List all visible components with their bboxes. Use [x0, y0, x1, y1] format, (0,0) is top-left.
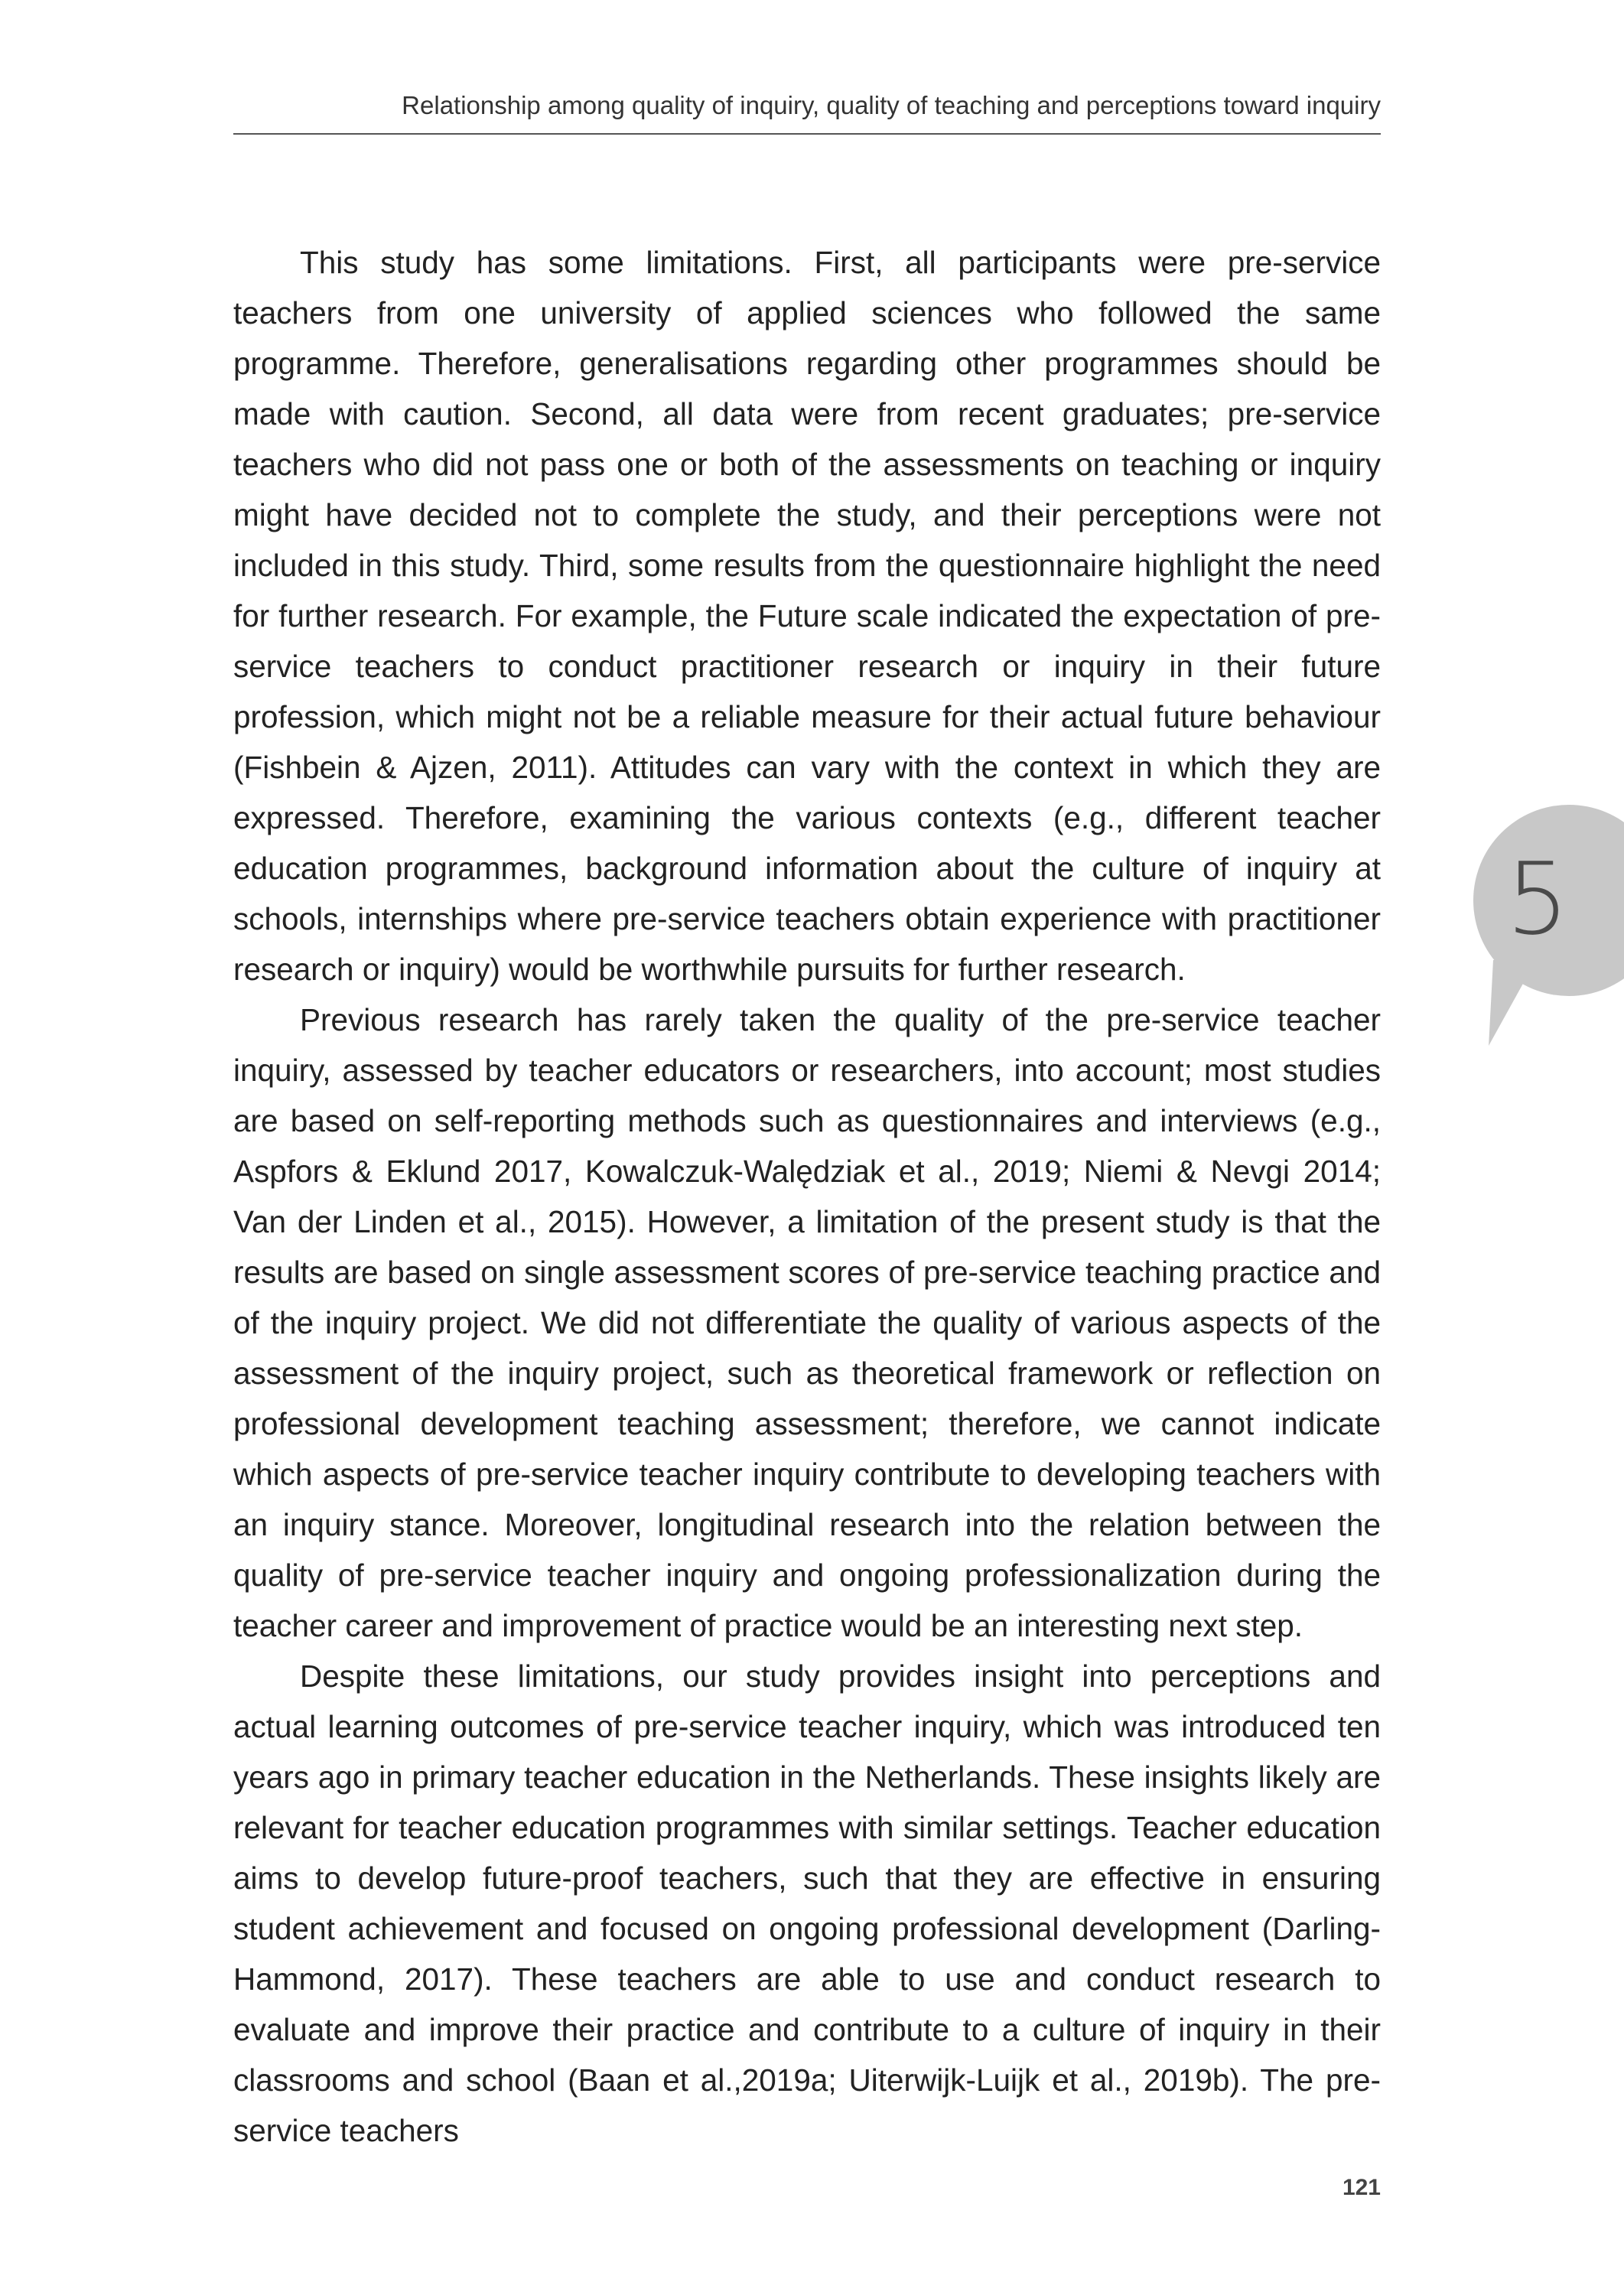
paragraph-previous-research: Previous research has rarely taken the quality of the pre-service teacher inquiry, assessed by teacher educators or researchers, into account; most studies are based on self-reporting methods such as questionnaires and interviews (e.g., Aspfors & Eklund 2017, Kowalczuk-Walędziak et al., 2019; Niemi & Nevgi 2014; Van der Linden et al., 2015). However, a limitation of the present study is that the results are based on single assessment scores of pre-service teaching practice and of the inquiry project. We did not differentiate the quality of various aspects of the assessment of the inquiry project, such as theoretical framework or reflection on professional development teaching assessment; therefore, we cannot indicate which aspects of pre-service teacher inquiry contribute to developing teachers with an inquiry stance. Moreover, longitudinal research into the relation between the quality of pre-service teacher inquiry and ongoing professionalization during the teacher career and improvement of practice would be an interesting next step.: [233, 1002, 1381, 1643]
paragraph-limitations: This study has some limitations. First, all participants were pre-service teachers from one university of applied sciences who followed the same programme. Therefore, generalisations regarding other programmes should be made with caution. Second, all data were from recent graduates; pre-service teachers who did not pass one or both of the assessments on teaching or inquiry might have decided not to complete the study, and their perceptions were not included in this study. Third, some results from the questionnaire highlight the need for further research. For example, the Future scale indicated the expectation of pre-service teachers to conduct practitioner research or inquiry in their future profession, which might not be a reliable measure for their actual future behaviour (Fishbein & Ajzen, 2011). Attitudes can vary with the context in which they are expressed. Therefore, examining the various contexts (e.g., different teacher education programmes, background information about the culture of inquiry at schools, internships where pre-service teachers obtain experience with practitioner research or inquiry) would be worthwhile pursuits for further research.: [233, 245, 1381, 987]
body-text: [233, 237, 1381, 2156]
paragraph-despite-limitations: Despite these limitations, our study provides insight into perceptions and actual learning outcomes of pre-service teacher inquiry, which was introduced ten years ago in primary teacher education in the Netherlands. These insights likely are relevant for teacher education programmes with similar settings. Teacher education aims to develop future-proof teachers, such that they are effective in ensuring student achievement and focused on ongoing professional development (Darling-Hammond, 2017). These teachers are able to use and conduct research to evaluate and improve their practice and contribute to a culture of inquiry in their classrooms and school (Baan et al.,2019a; Uiterwijk-Luijk et al., 2019b). The pre-service teachers: [233, 1659, 1381, 2148]
chapter-tab-tail: [1472, 960, 1536, 1046]
chapter-number: 5: [1505, 841, 1570, 957]
header-divider: [233, 133, 1381, 135]
running-header: Relationship among quality of inquiry, quality of teaching and perceptions toward inquiry: [402, 91, 1381, 119]
page-number: 121: [1342, 2175, 1381, 2200]
